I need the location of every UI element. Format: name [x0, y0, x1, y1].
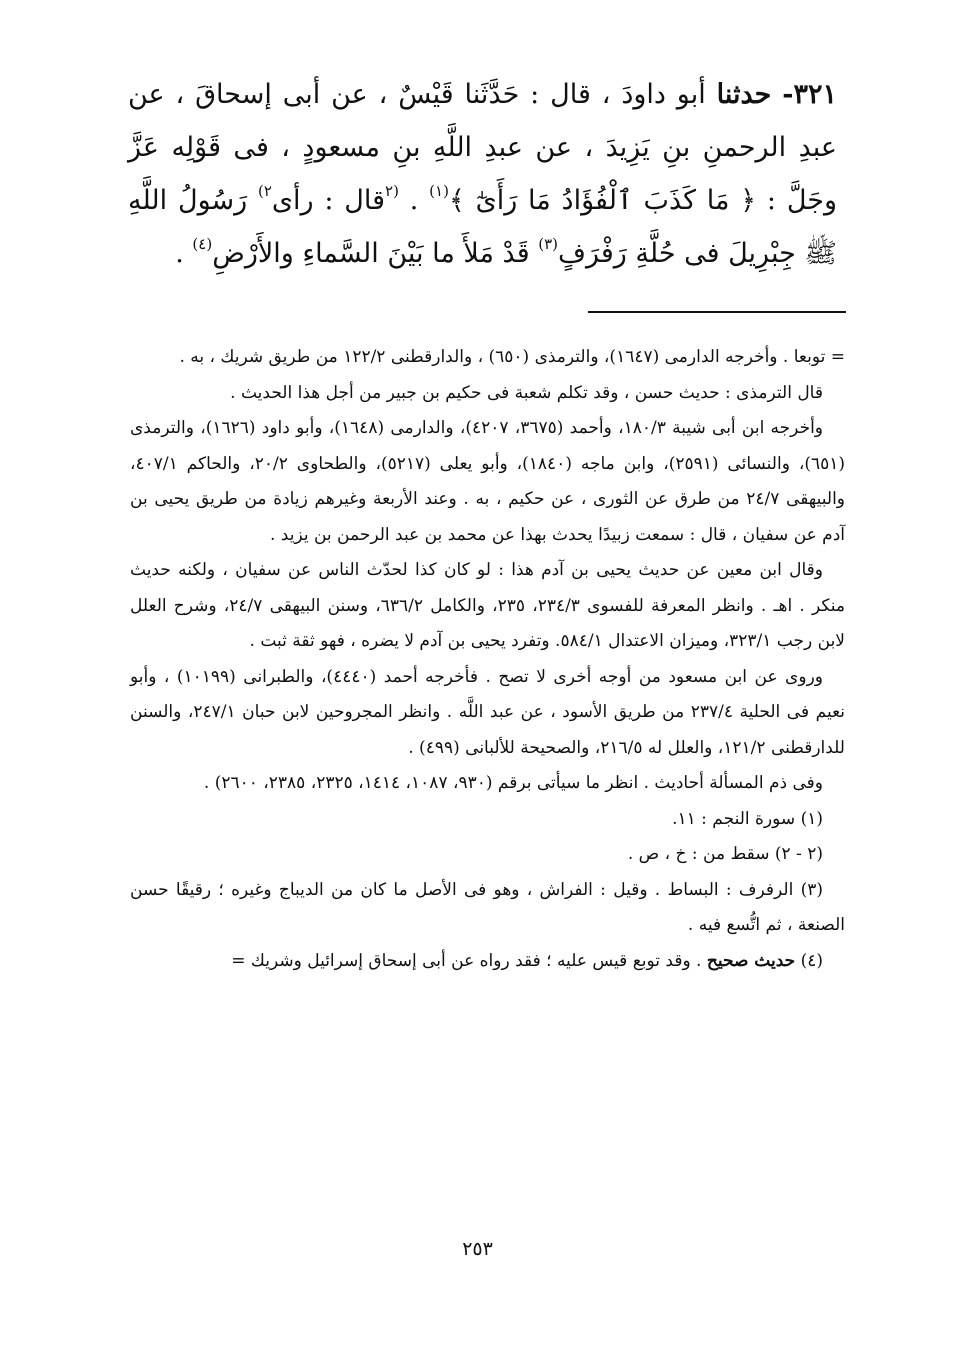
- hadith-lead: حدثنا: [716, 79, 772, 110]
- hadith-text-c: قال : رأى: [271, 185, 386, 216]
- note-continuation: = توبعا . وأخرجه الدارمى (١٦٤٧)، والترمذى (٦٥٠) ، والدارقطنى ١٢٢/٢ من طريق شريك ، به .: [179, 347, 845, 367]
- footnote-separator: [588, 311, 846, 313]
- hadith-number: ٣٢١-: [782, 79, 837, 110]
- footnote-4-text: . وقد توبع قيس عليه ؛ فقد رواه عن أبى إسحاق إسرائيل وشريك =: [231, 950, 707, 971]
- footnote-ref-2-close: ٢): [257, 182, 272, 200]
- note-related-hadiths: وفى ذم المسألة أحاديث . انظر ما سيأتى برقم (٩٣٠، ١٠٨٧، ١٤١٤، ٢٣٢٥، ٢٣٨٥، ٢٦٠٠) .: [203, 773, 823, 793]
- hadith-text-a: أبو داودَ ، قال : حَدَّثَنا قَيْسٌ ، عن أبى إسحاقَ ، عن عبدِ الرحمنِ بنِ يَزِيدَ ، عن عبدِ اللَّهِ بنِ مسعودٍ ، فى قَوْلِه عَزَّ وجَلَّ : ﴿ مَا كَذَبَ ٱلْفُؤَادُ مَا رَأَىٰٓ ﴾: [128, 79, 837, 216]
- footnote-4-grade: حديث صحيح: [706, 950, 796, 971]
- footnote-4: [130, 944, 845, 980]
- footnote-ref-2-open: (٢: [385, 182, 399, 200]
- hadith-text: [128, 68, 837, 280]
- hadith-text-f: .: [175, 238, 193, 269]
- page-number: ٢٥٣: [462, 1238, 493, 1260]
- footnotes: [130, 340, 845, 979]
- footnote-4-number: (٤): [795, 950, 823, 971]
- footnote-3: (٣) الرفرف : البساط . وقيل : الفراش ، وهو فى الأصل ما كان من الديباج وغيره ؛ رقيقًا حسن الصنعة ، ثم اتُّسع فيه .: [130, 879, 845, 935]
- note-other-routes: وروى عن ابن مسعود من أوجه أخرى لا تصح . فأخرجه أحمد (٤٤٤٠)، والطبرانى (١٠١٩٩) ، وأبو نعيم فى الحلية ٢٣٧/٤ من طريق الأسود ، عن عبد اللَّه . وانظر المجروحين لابن حبان ٢٤٧/١، والسنن للدارقطنى ١٢١/٢، والعلل له ٢١٦/٥، والصحيحة للألبانى (٤٩٩) .: [130, 666, 846, 758]
- footnote-2: (٢ - ٢) سقط من : خ ، ص .: [627, 844, 823, 864]
- footnote-ref-4: (٤): [192, 235, 213, 253]
- hadith-text-d: رَسُولُ اللَّهِ ﷺ جِبْرِيلَ فى حُلَّةِ رَفْرَفٍ: [128, 185, 837, 269]
- hadith-text-b: .: [398, 185, 430, 216]
- note-takhrij: وأخرجه ابن أبى شيبة ١٨٠/٣، وأحمد (٣٦٧٥، ٤٢٠٧)، والدارمى (١٦٤٨)، وأبو داود (١٦٢٦)، والترمذى (٦٥١)، والنسائى (٢٥٩١)، وابن ماجه (١٨٤٠)، وأبو يعلى (٥٢١٧)، والطحاوى ٢٠/٢، والحاكم ٤٠٧/١، والبيهقى ٢٤/٧ من طرق عن الثورى ، عن حكيم ، به . وعند الأربعة وغيرهم زيادة من طريق يحيى بن آدم عن سفيان ، قال : سمعت زبيدًا يحدث بهذا عن محمد بن عبد الرحمن بن يزيد .: [130, 418, 845, 545]
- note-ibn-maeen: وقال ابن معين عن حديث يحيى بن آدم هذا : لو كان كذا لحدّث الناس عن سفيان ، ولكنه حديث منكر . اهـ . وانظر المعرفة للفسوى ٢٣٤/٣، ٢٣٥، والكامل ٦٣٦/٢، وسنن البيهقى ٢٤/٧، وشرح العلل لابن رجب ٣٢٣/١، وميزان الاعتدال ٥٨٤/١. وتفرد يحيى بن آدم لا يضره ، فهو ثقة ثبت .: [130, 560, 845, 651]
- note-tirmidhi: قال الترمذى : حديث حسن ، وقد تكلم شعبة فى حكيم بن جبير من أجل هذا الحديث .: [230, 382, 823, 403]
- hadith-text-e: قَدْ مَلأَ ما بَيْنَ السَّماءِ والأَرْضِ: [212, 238, 539, 269]
- footnote-1: (١) سورة النجم : ١١.: [672, 808, 823, 829]
- footnote-ref-1: (١): [429, 182, 449, 200]
- footnote-ref-3: (٣): [538, 235, 558, 253]
